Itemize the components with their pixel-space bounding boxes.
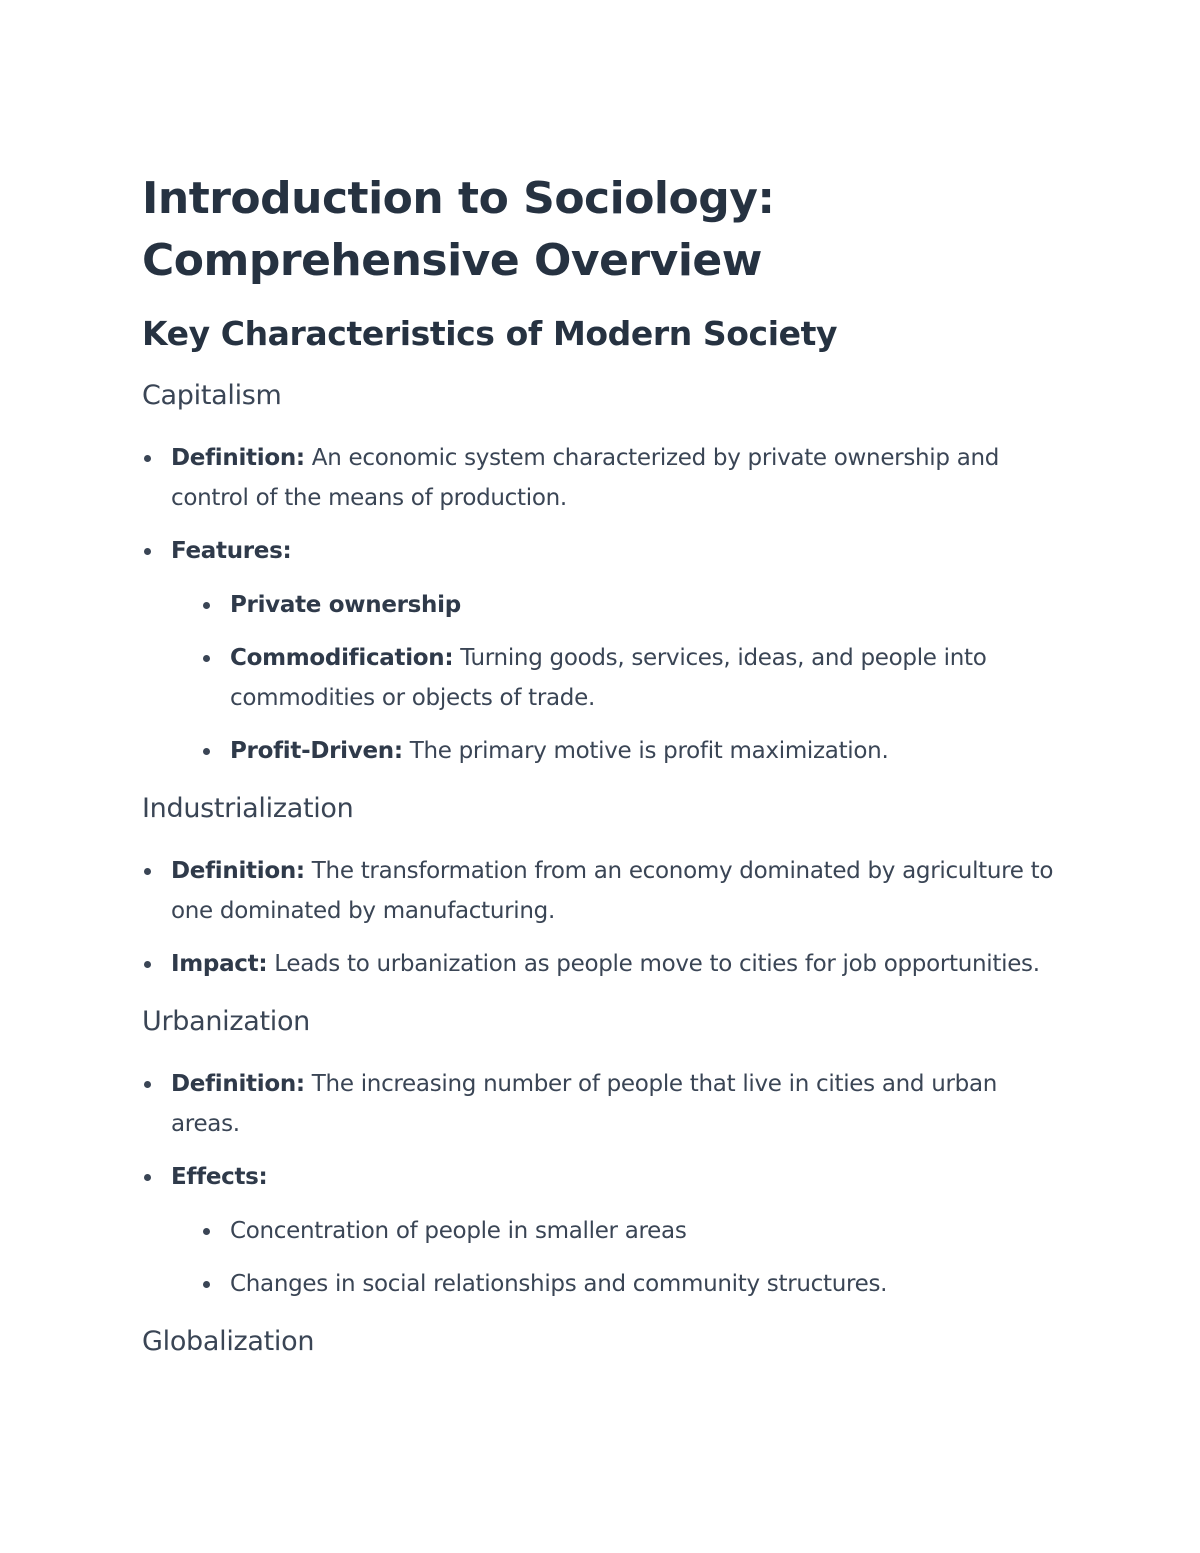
capitalism-heading: Capitalism — [142, 380, 282, 411]
urbanization-heading: Urbanization — [142, 1006, 310, 1037]
list-item — [201, 1211, 1072, 1251]
list-item — [201, 1264, 1072, 1304]
feature-text: Turning goods, services, ideas, and people into commodities or objects of trade. — [230, 645, 987, 711]
list-item — [201, 731, 1072, 771]
list-item — [142, 438, 1072, 518]
definition-text: An economic system characterized by private ownership and control of the means of production. — [171, 445, 1000, 511]
industrialization-list — [142, 851, 1072, 984]
capitalism-list — [142, 438, 1072, 771]
effects-sublist — [171, 1211, 1072, 1304]
effects-term: Effects: — [171, 1164, 268, 1190]
effect-text: Changes in social relationships and community structures. — [230, 1271, 888, 1297]
globalization-heading: Globalization — [142, 1326, 315, 1357]
definition-text: The transformation from an economy dominated by agriculture to one dominated by manufacturing. — [171, 858, 1054, 924]
definition-term: Definition: — [171, 1071, 305, 1097]
list-item — [142, 1157, 1072, 1304]
impact-text: Leads to urbanization as people move to cities for job opportunities. — [267, 951, 1040, 977]
list-item — [142, 1064, 1072, 1144]
list-item — [201, 585, 1072, 625]
industrialization-heading: Industrialization — [142, 793, 354, 824]
feature-term: Private ownership — [230, 592, 461, 618]
list-item — [201, 638, 1072, 718]
title-line-1: Introduction to Sociology: — [142, 173, 775, 224]
effect-text: Concentration of people in smaller areas — [230, 1218, 687, 1244]
definition-term: Definition: — [171, 445, 305, 471]
definition-text: The increasing number of people that live in cities and urban areas. — [171, 1071, 998, 1137]
document-title — [142, 168, 1072, 292]
list-item — [142, 531, 1072, 771]
title-line-2: Comprehensive Overview — [142, 235, 762, 286]
list-item — [142, 944, 1072, 984]
features-sublist — [171, 585, 1072, 771]
urbanization-list — [142, 1064, 1072, 1304]
definition-term: Definition: — [171, 858, 305, 884]
features-term: Features: — [171, 538, 292, 564]
impact-term: Impact: — [171, 951, 268, 977]
feature-text: The primary motive is profit maximization. — [402, 738, 889, 764]
section-title: Key Characteristics of Modern Society — [142, 314, 838, 353]
feature-term: Commodification: — [230, 645, 454, 671]
document-page — [142, 168, 1072, 1360]
feature-term: Profit-Driven: — [230, 738, 403, 764]
list-item — [142, 851, 1072, 931]
